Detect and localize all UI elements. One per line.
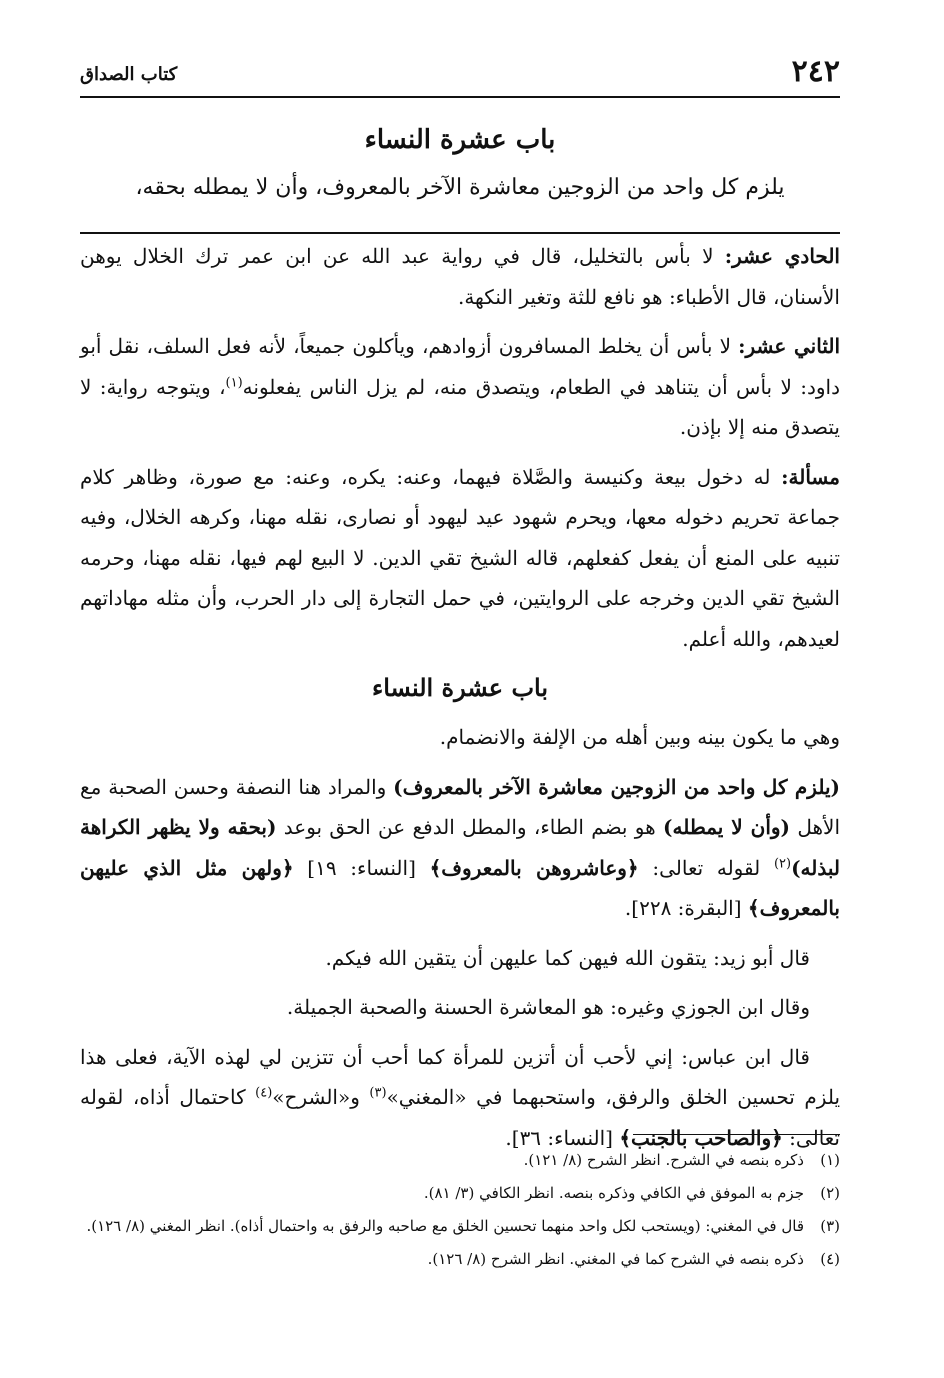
paragraph-label: مسألة: <box>781 464 840 489</box>
page-number: ٢٤٢ <box>791 54 840 89</box>
section-title: باب عشرة النساء <box>371 673 549 702</box>
footnote-text: قال في المغني: (ويستحب لكل واحد منهما تحسين الخلق مع صاحبه والرفق به واحتمال أذاه). انظر المغني (٨/ ١٢٦). <box>86 1217 804 1235</box>
paragraph-text: قال أبو زيد: يتقون الله فيهن كما عليهن أن يتقين الله فيكم. <box>325 945 810 970</box>
paragraph-ibn-abbas <box>80 1037 840 1159</box>
paragraph-text: ، ويتوجه رواية: لا يتصدق منه إلا بإذن. <box>80 374 840 439</box>
matn-divider <box>80 232 840 234</box>
paragraph-text: قال ابن عباس: إني لأحب أن أتزين للمرأة كما أحب أن تتزين لي لهذه الآية، فعلى هذا يلزم تحسين الخلق والرفق، واستحبهما في «المغني» <box>80 1044 841 1109</box>
matn-quote: (وأن لا يمطله) <box>663 815 791 839</box>
footnote-item <box>80 1245 840 1274</box>
paragraph-text: وقال ابن الجوزي وغيره: هو المعاشرة الحسنة والصحبة الجميلة. <box>286 995 810 1019</box>
commentary-body <box>80 236 840 1167</box>
paragraph-label: الحادي عشر: <box>724 244 840 268</box>
matn-quote: (بحقه ولا يظهر الكراهة لبذله) <box>80 815 840 880</box>
verse-reference: [النساء: ٣٦]. <box>505 1125 620 1150</box>
quran-verse: ﴿ولهن مثل الذي عليهن بالمعروف﴾ <box>80 855 840 920</box>
paragraph-text: و«الشرح» <box>272 1085 370 1109</box>
paragraph-abu-zaid <box>80 938 840 979</box>
paragraph-commentary <box>80 767 840 929</box>
verse-reference: [النساء: ١٩] <box>293 855 430 880</box>
footnote-number: (١) <box>820 1151 840 1169</box>
paragraph-text: له دخول بيعة وكنيسة والصَّلاة فيهما، وعنه: يكره، وعنه: مع صورة، وظاهر كلام جماعة تحريم دخوله معها، ويحرم شهود عيد ليهود أو نصارى، نقله مهنا، وكرهه الخلال، وفيه تنبيه على المنع أن يفعل كفعلهم، قاله الشيخ تقي الدين. لا البيع لهم فيها، نقله مهنا، وحرمه الشيخ تقي الدين وخرجه على الروايتين، في حمل التجارة إلى دار الحرب، وأن مثله مهاداتهم لعيدهم، والله أعلم. <box>80 464 840 651</box>
page-header <box>80 52 840 98</box>
matn-chapter-title: باب عشرة النساء <box>364 125 556 155</box>
footnote-number: (٢) <box>820 1184 840 1202</box>
footnote-text: جزم به الموفق في الكافي وذكره بنصه. انظر الكافي (٣/ ٨١). <box>423 1184 804 1202</box>
footnote-divider <box>633 1134 840 1135</box>
footnote-text: ذكره بنصه في الشرح. انظر الشرح (٨/ ١٢١). <box>523 1151 804 1169</box>
paragraph-text: لا بأس أن يخلط المسافرون أزوادهم، ويأكلون جميعاً، لأنه فعل السلف، نقل أبو داود: لا بأس أن يتناهد في الطعام، ويتصدق منه، لم يزل الناس يفعلونه <box>80 334 840 399</box>
paragraph-label: الثاني عشر: <box>738 334 841 358</box>
footnote-item <box>80 1179 840 1208</box>
footnote-ref-1[interactable]: (١) <box>225 374 243 390</box>
paragraph-text: وهي ما يكون بينه وبين أهله من الإلفة والانضمام. <box>439 725 840 749</box>
footnote-ref-2[interactable]: (٢) <box>773 855 792 871</box>
footnote-ref-4[interactable]: (٤) <box>255 1085 273 1101</box>
paragraph-text: كاحتمال أذاه، لقوله تعالى: <box>80 1085 840 1150</box>
paragraph-text: والمراد هنا النصفة وحسن الصحبة مع الأهل <box>80 774 841 839</box>
paragraph-text: هو بضم الطاء، والمطل الدفع عن الحق بوعد <box>276 815 664 839</box>
footnote-number: (٤) <box>820 1250 840 1268</box>
paragraph-masala <box>80 457 840 660</box>
quran-verse: ﴿والصاحب بالجنب﴾ <box>619 1125 783 1150</box>
paragraph-text: لا بأس بالتخليل، قال في رواية عبد الله عن ابن عمر ترك الخلال يوهن الأسنان، قال الأطباء: هو نافع للثة وتغير النكهة. <box>80 244 840 309</box>
footnote-ref-3[interactable]: (٣) <box>369 1085 387 1101</box>
footnote-item <box>80 1146 840 1175</box>
matn-quote: (يلزم كل واحد من الزوجين معاشرة الآخر بالمعروف) <box>393 774 840 799</box>
matn-text: يلزم كل واحد من الزوجين معاشرة الآخر بالمعروف، وأن لا يمطله بحقه، <box>135 175 785 200</box>
paragraph-text: لقوله تعالى: <box>638 855 774 880</box>
paragraph-definition <box>80 717 840 758</box>
footnotes <box>80 1146 840 1278</box>
verse-reference: [البقرة: ٢٢٨]. <box>624 896 748 920</box>
footnote-number: (٣) <box>820 1217 840 1235</box>
paragraph-ibn-jawzi <box>80 987 840 1028</box>
paragraph-twelfth <box>80 326 840 448</box>
quran-verse: ﴿وعاشروهن بالمعروف﴾ <box>429 855 639 880</box>
book-title: كتاب الصداق <box>80 64 178 85</box>
footnote-item <box>80 1212 840 1241</box>
footnote-text: ذكره بنصه في الشرح كما في المغني. انظر الشرح (٨/ ١٢٦). <box>427 1250 804 1268</box>
paragraph-eleventh <box>80 236 840 317</box>
